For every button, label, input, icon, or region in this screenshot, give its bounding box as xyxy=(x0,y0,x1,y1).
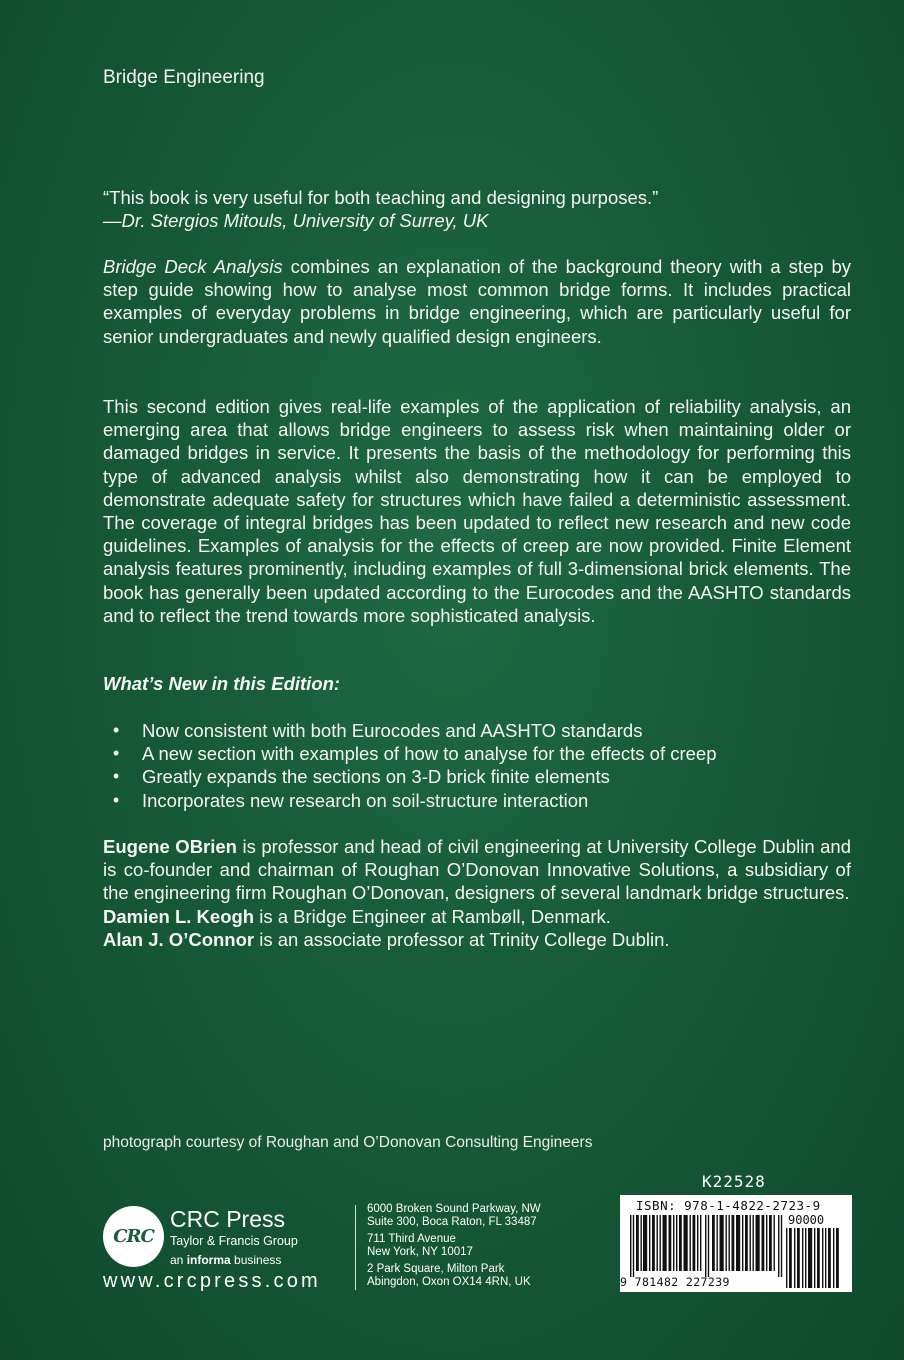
bullet-icon: • xyxy=(113,743,120,764)
list-item-text: Now consistent with both Eurocodes and AASHTO standards xyxy=(142,720,643,741)
author-bio-text: is professor and head of civil engineering at University College Dublin and is co-founder and chairman of Roughan O’Donovan Innovative Solutions, a subsidiary of the engineering firm Roughan O’Donovan, designers of several landmark bridge structures. xyxy=(103,836,851,904)
review-quote xyxy=(103,186,851,232)
publisher-group: Taylor & Francis Group xyxy=(170,1234,298,1248)
series-title: Bridge Engineering xyxy=(103,67,265,88)
address-line: New York, NY 10017 xyxy=(367,1246,473,1259)
whats-new-heading: What’s New in this Edition: xyxy=(103,673,341,694)
address-line: 2 Park Square, Milton Park xyxy=(367,1262,505,1275)
author-bio xyxy=(103,905,851,928)
list-item-text: A new section with examples of how to analyse for the effects of creep xyxy=(142,743,717,765)
barcode-number: 9 781482 227239 xyxy=(620,1275,730,1289)
author-name: Damien L. Keogh xyxy=(103,905,255,927)
ean-barcode-icon xyxy=(630,1215,784,1277)
bullet-icon: • xyxy=(113,789,120,810)
author-bios xyxy=(103,835,851,951)
bullet-icon: • xyxy=(113,766,120,787)
publisher-addresses xyxy=(367,1203,541,1289)
barcode xyxy=(620,1195,852,1292)
whats-new-list xyxy=(103,719,851,812)
intro-paragraph xyxy=(103,255,851,348)
address-line: Suite 300, Boca Raton, FL 33487 xyxy=(367,1216,537,1229)
book-title: Bridge Deck Analysis xyxy=(103,256,283,277)
list-item xyxy=(103,789,851,812)
author-name: Eugene OBrien xyxy=(103,836,237,857)
address-line: 711 Third Avenue xyxy=(367,1232,456,1245)
list-item-text: Greatly expands the sections on 3-D brick finite elements xyxy=(142,766,610,788)
addon-barcode-icon xyxy=(786,1228,842,1288)
publisher-informa: an informa business xyxy=(170,1253,282,1267)
description-paragraph: This second edition gives real-life examples of the application of reliability analysis, an emerging area that allows bridge engineers to assess risk when maintaining older or damaged bridges in service. It presents the basis of the methodology for performing this type of advanced analysis whilst also demonstrating how it can be employed to demonstrate adequate safety for structures which have failed a deterministic assessment. The coverage of integral bridges has been updated to reflect new research and new code guidelines. Examples of analysis for the effects of creep are now provided. Finite Element analysis features prominently, including examples of full 3-dimensional brick elements. The book has generally been updated according to the Eurocodes and the AASHTO standards and to reflect the trend towards more sophisticated analysis. xyxy=(103,396,851,626)
bullet-icon: • xyxy=(113,720,120,740)
publisher-name: CRC Press xyxy=(170,1206,286,1232)
photo-credit: photograph courtesy of Roughan and O’Donovan Consulting Engineers xyxy=(103,1134,593,1151)
author-name: Alan J. O’Connor xyxy=(103,928,255,950)
divider xyxy=(355,1205,356,1290)
list-item xyxy=(103,742,851,765)
list-item xyxy=(103,719,851,742)
quote-text: “This book is very useful for both teaching and designing purposes.” xyxy=(103,187,659,208)
author-bio-text: is a Bridge Engineer at Rambøll, Denmark. xyxy=(254,905,611,927)
publisher-url[interactable]: www.crcpress.com xyxy=(103,1270,321,1292)
list-item xyxy=(103,765,851,788)
author-bio xyxy=(103,835,851,905)
author-bio-text: is an associate professor at Trinity College Dublin. xyxy=(254,928,670,950)
address-line: 6000 Broken Sound Parkway, NW xyxy=(367,1203,541,1215)
product-code: K22528 xyxy=(702,1172,766,1191)
isbn-label: ISBN: 978-1-4822-2723-9 xyxy=(636,1198,821,1213)
quote-attribution: —Dr. Stergios Mitouls, University of Surrey, UK xyxy=(103,210,489,231)
intro-text: combines an explanation of the background theory with a step by step guide showing how to analyse most common bridge forms. It includes practical examples of everyday problems in bridge engineering, which are particularly useful for senior undergraduates and newly qualified design engineers. xyxy=(103,256,851,347)
address-line: Abingdon, Oxon OX14 4RN, UK xyxy=(367,1276,531,1289)
logo-text: CRC xyxy=(113,1226,154,1247)
list-item-text: Incorporates new research on soil-structure interaction xyxy=(142,789,589,811)
addon-code: 90000 xyxy=(788,1213,825,1227)
author-bio xyxy=(103,928,851,951)
crc-logo-icon xyxy=(103,1206,164,1267)
